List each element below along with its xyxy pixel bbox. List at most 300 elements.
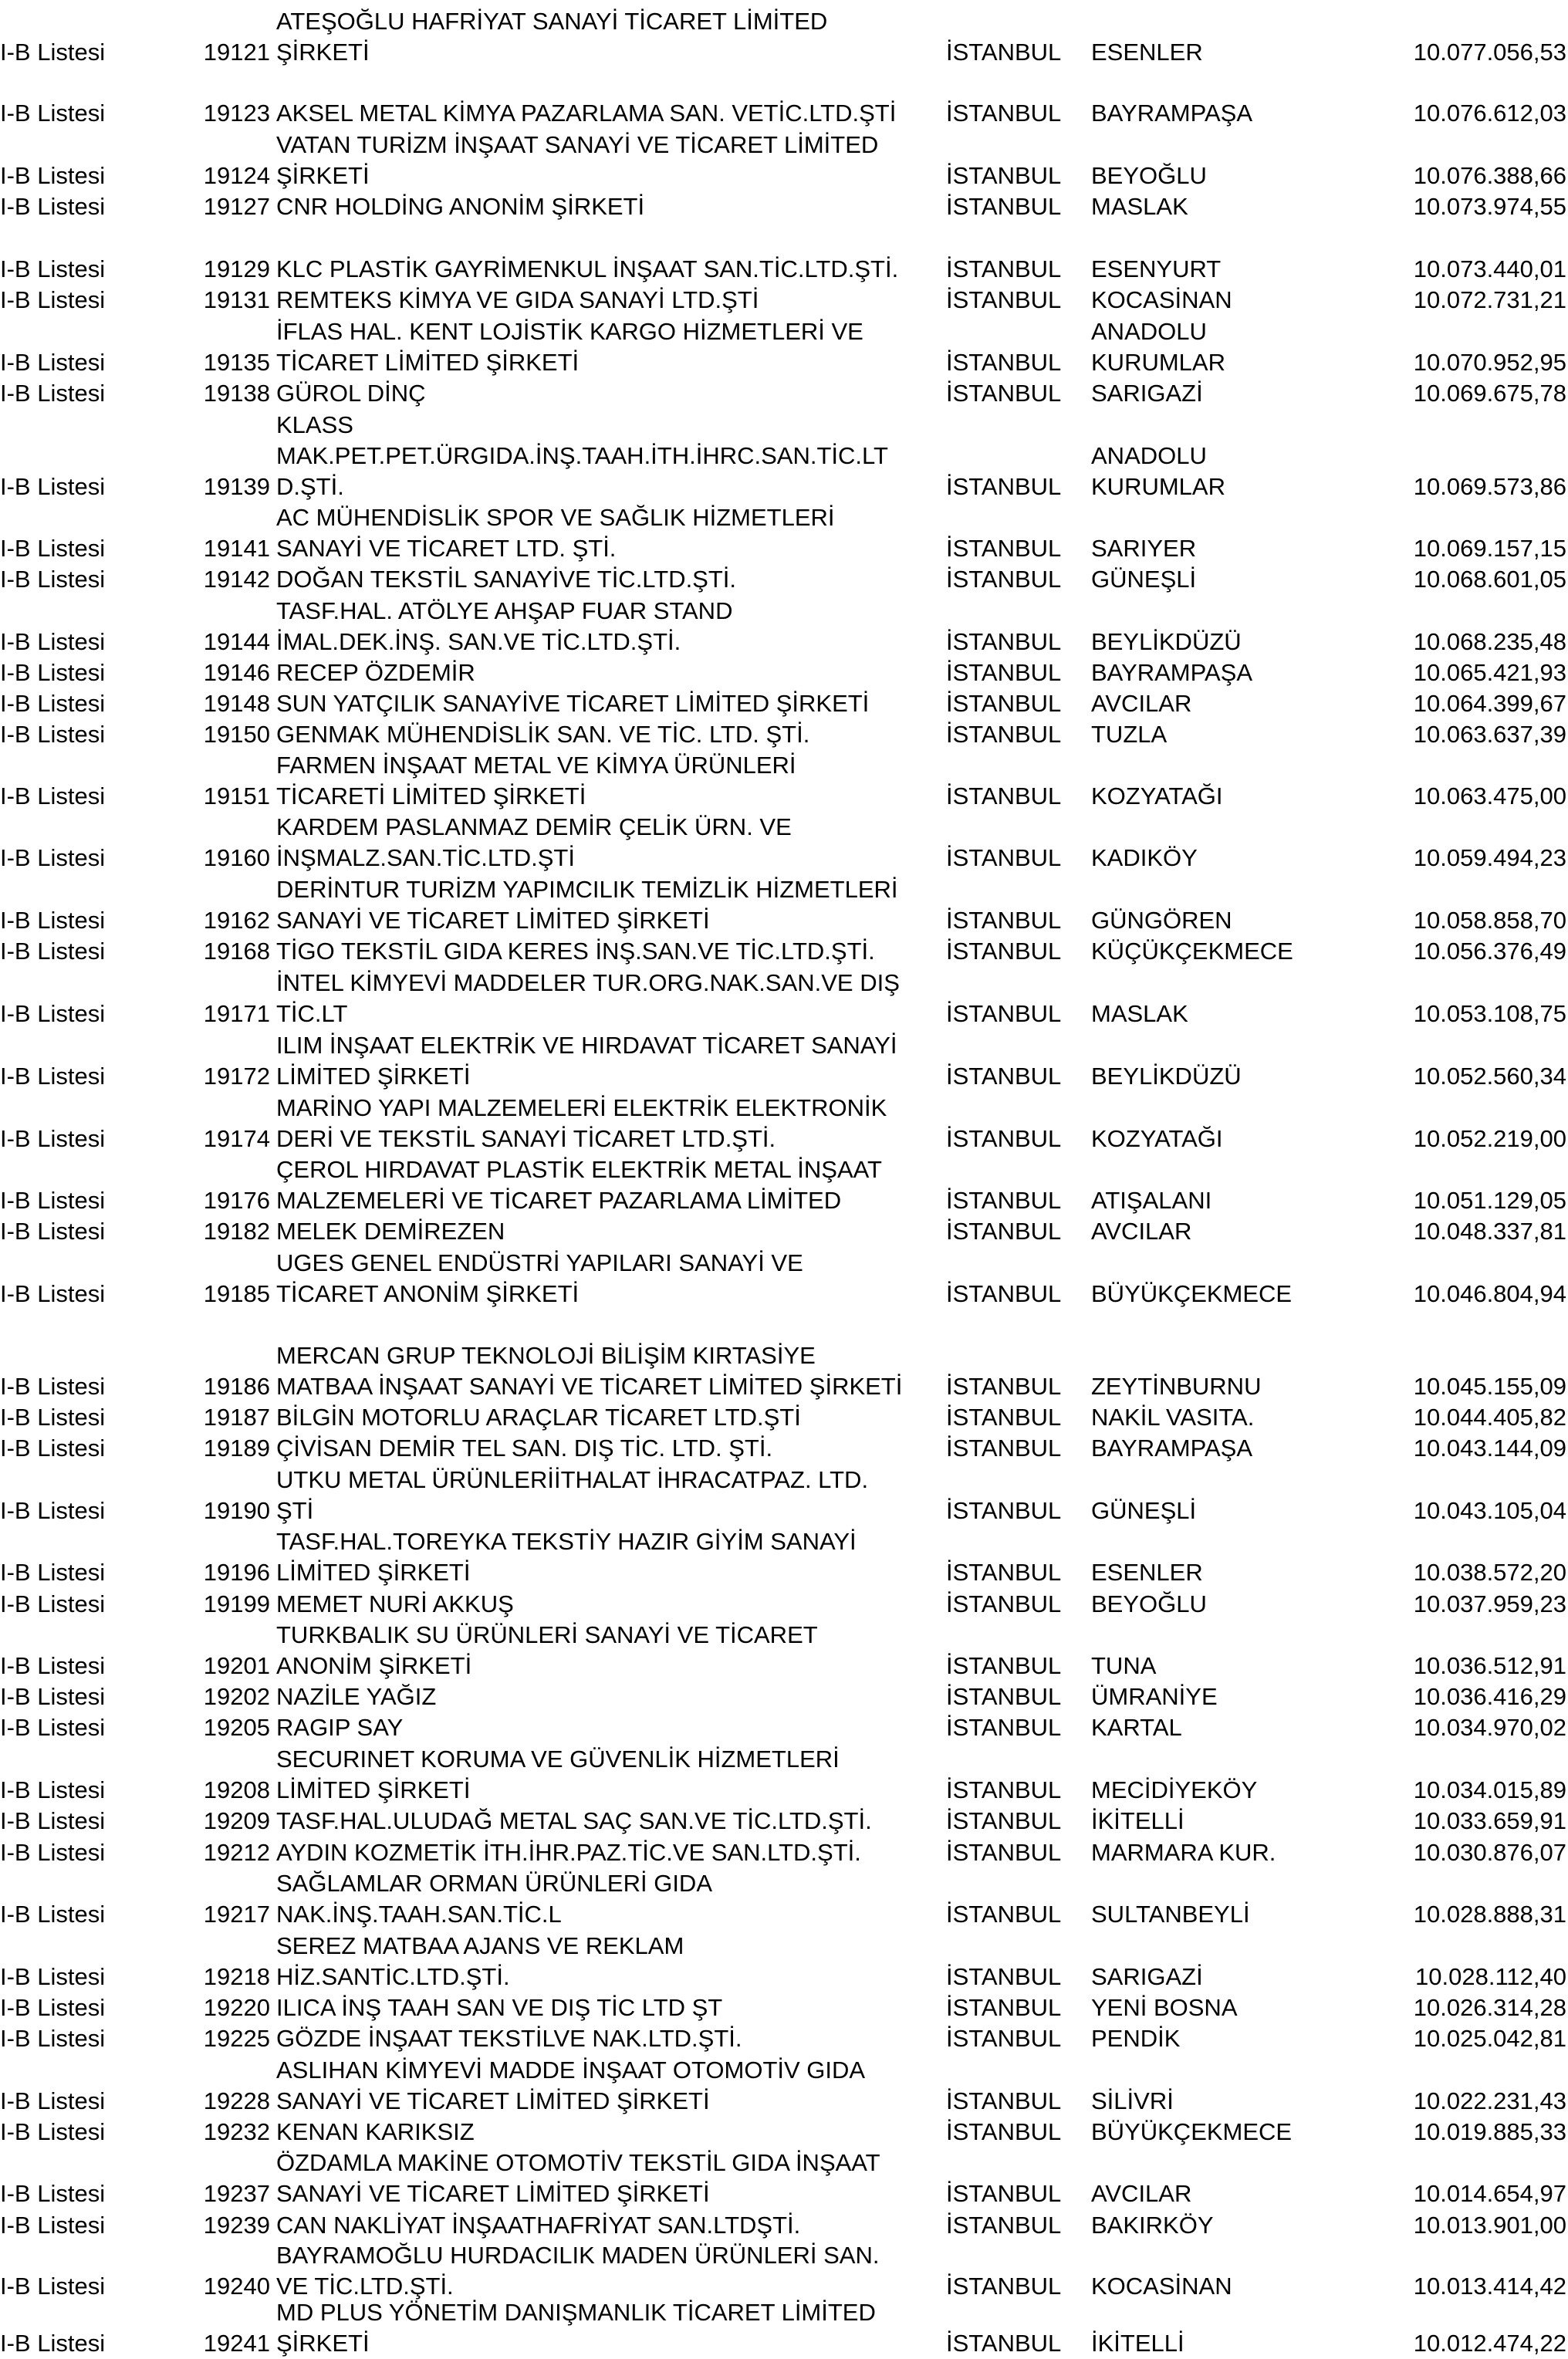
table-row	[0, 1528, 1568, 1588]
company-name-line: ASLIHAN KİMYEVİ MADDE İNŞAAT OTOMOTİV GIDA	[276, 2057, 866, 2084]
district-name	[1091, 1402, 1254, 1433]
company-name-line: MERCAN GRUP TEKNOLOJİ BİLİŞİM KIRTASİYE	[276, 1342, 816, 1369]
company-name-line: ATEŞOĞLU HAFRİYAT SANAYİ TİCARET LİMİTED	[276, 8, 828, 35]
company-name	[276, 285, 759, 316]
district-name-line: KURUMLAR	[1091, 349, 1225, 376]
amount-value: 10.068.235,48	[1413, 628, 1566, 655]
district-name-line: GÜNEŞLİ	[1091, 1497, 1197, 1524]
list-name: I-B Listesi	[0, 1404, 106, 1431]
city-name: İSTANBUL	[946, 907, 1062, 934]
city-name: İSTANBUL	[946, 162, 1062, 189]
list-name: I-B Listesi	[0, 349, 106, 376]
list-name: I-B Listesi	[0, 938, 106, 965]
record-number: 19190	[203, 1497, 270, 1524]
record-number: 19171	[203, 1000, 270, 1027]
amount-value: 10.036.416,29	[1413, 1683, 1566, 1710]
district-name	[1091, 2023, 1180, 2054]
list-name: I-B Listesi	[0, 1497, 106, 1524]
district-name-line: BEYLİKDÜZÜ	[1091, 1063, 1242, 1090]
city-name: İSTANBUL	[946, 1497, 1062, 1524]
list-name: I-B Listesi	[0, 628, 106, 655]
company-name-line: DOĞAN TEKSTİL SANAYİVE TİC.LTD.ŞTİ.	[276, 566, 737, 593]
city-name: İSTANBUL	[946, 1652, 1062, 1679]
list-name: I-B Listesi	[0, 2330, 106, 2357]
city-name: İSTANBUL	[946, 844, 1062, 871]
company-name	[276, 1620, 818, 1681]
amount-value: 10.014.654,97	[1413, 2180, 1566, 2207]
company-name-line: MEMET NURİ AKKUŞ	[276, 1590, 514, 1617]
company-name	[276, 750, 796, 812]
list-name: I-B Listesi	[0, 907, 106, 934]
district-name	[1091, 285, 1232, 316]
record-number: 19168	[203, 938, 270, 965]
city-name: İSTANBUL	[946, 566, 1062, 593]
district-name	[1091, 1279, 1292, 1310]
city-name: İSTANBUL	[946, 659, 1062, 686]
company-name-line: TİCARET LİMİTED ŞİRKETİ	[276, 349, 580, 376]
record-number: 19121	[203, 39, 270, 66]
record-number: 19201	[203, 1652, 270, 1679]
record-number: 19142	[203, 566, 270, 593]
district-name	[1091, 905, 1232, 936]
company-name	[276, 1093, 887, 1154]
city-name: İSTANBUL	[946, 1901, 1062, 1928]
amount-value: 10.073.440,01	[1413, 255, 1566, 282]
amount-value: 10.045.155,09	[1413, 1373, 1566, 1400]
city-name: İSTANBUL	[946, 2118, 1062, 2145]
record-number: 19209	[203, 1807, 270, 1834]
city-name: İSTANBUL	[946, 1963, 1062, 1990]
table-row	[0, 1839, 1568, 1868]
list-name: I-B Listesi	[0, 1435, 106, 1462]
district-name-line: ATIŞALANI	[1091, 1187, 1212, 1214]
list-name: I-B Listesi	[0, 2180, 106, 2207]
table-row	[0, 1435, 1568, 1464]
district-name-line: AVCILAR	[1091, 2180, 1192, 2207]
company-name-line: SUN YATÇILIK SANAYİVE TİCARET LİMİTED ŞİRKETİ	[276, 690, 870, 717]
list-name: I-B Listesi	[0, 1901, 106, 1928]
company-name	[276, 1589, 514, 1620]
district-name-line: TUNA	[1091, 1652, 1157, 1679]
city-name: İSTANBUL	[946, 721, 1062, 748]
district-name-line: KOZYATAĞI	[1091, 1125, 1223, 1152]
amount-value: 10.019.885,33	[1413, 2118, 1566, 2145]
amount-value: 10.056.376,49	[1413, 938, 1566, 965]
district-name	[1091, 316, 1225, 378]
table-row	[0, 193, 1568, 222]
company-name-line: SANAYİ VE TİCARET LİMİTED ŞİRKETİ	[276, 2180, 710, 2207]
district-name-line: KOCASİNAN	[1091, 286, 1232, 313]
company-name-line: MARİNO YAPI MALZEMELERİ ELEKTRİK ELEKTRONİK	[276, 1094, 887, 1121]
list-name: I-B Listesi	[0, 690, 106, 717]
table-row	[0, 813, 1568, 874]
district-name-line: BEYOĞLU	[1091, 1590, 1207, 1617]
company-name-line: GENMAK MÜHENDİSLİK SAN. VE TİC. LTD. ŞTİ.	[276, 721, 810, 748]
city-name: İSTANBUL	[946, 100, 1062, 127]
company-name-line: MAK.PET.PET.ÜRGIDA.İNŞ.TAAH.İTH.İHRC.SAN.TİC.LT	[276, 442, 888, 469]
company-name-line: KARDEM PASLANMAZ DEMİR ÇELİK ÜRN. VE	[276, 813, 792, 840]
district-name-line: SULTANBEYLİ	[1091, 1901, 1250, 1928]
amount-value: 10.013.414,42	[1413, 2273, 1566, 2300]
list-name: I-B Listesi	[0, 566, 106, 593]
district-name	[1091, 1061, 1242, 1092]
district-name	[1091, 1651, 1156, 1681]
list-name: I-B Listesi	[0, 2118, 106, 2145]
district-name	[1091, 2328, 1184, 2359]
company-name-line: İNTEL KİMYEVİ MADDELER TUR.ORG.NAK.SAN.VE DIŞ	[276, 969, 900, 996]
record-number: 19146	[203, 659, 270, 686]
amount-value: 10.058.858,70	[1413, 907, 1566, 934]
district-name	[1091, 1899, 1250, 1930]
list-name: I-B Listesi	[0, 1218, 106, 1245]
company-name-line: ŞTİ	[276, 1497, 314, 1524]
company-name-line: SAĞLAMLAR ORMAN ÜRÜNLERİ GIDA	[276, 1870, 712, 1897]
company-name-line: İMAL.DEK.İNŞ. SAN.VE TİC.LTD.ŞTİ.	[276, 628, 681, 655]
company-name	[276, 657, 475, 688]
list-name: I-B Listesi	[0, 844, 106, 871]
amount-value: 10.025.042,81	[1413, 2025, 1566, 2052]
company-name-line: ILICA İNŞ TAAH SAN VE DIŞ TİC LTD ŞT	[276, 1994, 723, 2021]
table-row	[0, 2025, 1568, 2054]
district-name	[1091, 1216, 1191, 1247]
company-name-line: REMTEKS KİMYA VE GIDA SANAYİ LTD.ŞTİ	[276, 286, 759, 313]
company-name	[276, 2297, 876, 2359]
district-name-line: BAKIRKÖY	[1091, 2212, 1214, 2239]
list-name: I-B Listesi	[0, 1590, 106, 1617]
city-name: İSTANBUL	[946, 380, 1062, 407]
table-row	[0, 286, 1568, 316]
company-name-line: CAN NAKLİYAT İNŞAATHAFRİYAT SAN.LTDŞTİ.	[276, 2212, 801, 2239]
company-name-line: SEREZ MATBAA AJANS VE REKLAM	[276, 1932, 684, 1959]
list-name: I-B Listesi	[0, 100, 106, 127]
city-name: İSTANBUL	[946, 1776, 1062, 1803]
district-name-line: KADIKÖY	[1091, 844, 1198, 871]
company-name-line: LİMİTED ŞİRKETİ	[276, 1776, 471, 1803]
company-name-line: TİC.LT	[276, 1000, 348, 1027]
record-number: 19240	[203, 2273, 270, 2300]
amount-value: 10.028.112,40	[1415, 1963, 1566, 1990]
city-name: İSTANBUL	[946, 349, 1062, 376]
list-name: I-B Listesi	[0, 1280, 106, 1307]
district-name	[1091, 191, 1188, 222]
amount-value: 10.065.421,93	[1413, 659, 1566, 686]
city-name: İSTANBUL	[946, 2273, 1062, 2300]
district-name-line: GÜNEŞLİ	[1091, 566, 1197, 593]
amount-value: 10.052.560,34	[1413, 1063, 1566, 1090]
amount-value: 10.034.970,02	[1413, 1714, 1566, 1741]
district-name-line: ANADOLU	[1091, 318, 1207, 345]
table-row	[0, 1807, 1568, 1837]
list-name: I-B Listesi	[0, 162, 106, 189]
table-row	[0, 1249, 1568, 1310]
company-name	[276, 1402, 801, 1433]
company-name	[276, 1744, 840, 1806]
company-name	[276, 936, 875, 967]
company-name	[276, 2023, 742, 2054]
company-name	[276, 502, 835, 564]
record-number: 19199	[203, 1590, 270, 1617]
district-name-line: İKİTELLİ	[1091, 1807, 1184, 1834]
city-name: İSTANBUL	[946, 2025, 1062, 2052]
record-number: 19151	[203, 782, 270, 809]
district-name	[1091, 564, 1196, 595]
company-name-line: MATBAA İNŞAAT SANAYİ VE TİCARET LİMİTED ŞİRKETİ	[276, 1373, 903, 1400]
city-name: İSTANBUL	[946, 39, 1062, 66]
record-number: 19150	[203, 721, 270, 748]
list-name: I-B Listesi	[0, 535, 106, 562]
amount-value: 10.070.952,95	[1413, 349, 1566, 376]
record-number: 19220	[203, 1994, 270, 2021]
record-number: 19124	[203, 162, 270, 189]
district-name	[1091, 627, 1242, 657]
amount-value: 10.076.388,66	[1413, 162, 1566, 189]
district-name	[1091, 1124, 1223, 1154]
amount-value: 10.069.675,78	[1413, 380, 1566, 407]
list-name: I-B Listesi	[0, 1000, 106, 1027]
company-name	[276, 191, 644, 222]
amount-value: 10.036.512,91	[1413, 1652, 1566, 1679]
amount-value: 10.033.659,91	[1413, 1807, 1566, 1834]
record-number: 19218	[203, 1963, 270, 1990]
record-number: 19205	[203, 1714, 270, 1741]
record-number: 19123	[203, 100, 270, 127]
list-name: I-B Listesi	[0, 39, 106, 66]
district-name-line: KURUMLAR	[1091, 473, 1225, 500]
district-name	[1091, 1837, 1276, 1868]
company-name-line: KENAN KARIKSIZ	[276, 2118, 475, 2145]
company-name-line: LİMİTED ŞİRKETİ	[276, 1559, 471, 1586]
city-name: İSTANBUL	[946, 1435, 1062, 1462]
district-name	[1091, 2210, 1214, 2241]
company-name-line: ŞİRKETİ	[276, 39, 370, 66]
list-name: I-B Listesi	[0, 473, 106, 500]
district-name-line: YENİ BOSNA	[1091, 1994, 1238, 2021]
company-name-line: RECEP ÖZDEMİR	[276, 659, 475, 686]
record-number: 19189	[203, 1435, 270, 1462]
record-number: 19127	[203, 193, 270, 220]
amount-value: 10.069.573,86	[1413, 473, 1566, 500]
list-name: I-B Listesi	[0, 286, 106, 313]
company-name-line: BAYRAMOĞLU HURDACILIK MADEN ÜRÜNLERİ SAN.	[276, 2242, 880, 2269]
amount-value: 10.048.337,81	[1413, 1218, 1566, 1245]
company-name-line: TASF.HAL. ATÖLYE AHŞAP FUAR STAND	[276, 597, 733, 624]
city-name: İSTANBUL	[946, 1218, 1062, 1245]
district-name-line: BAYRAMPAŞA	[1091, 100, 1253, 127]
record-number: 19212	[203, 1839, 270, 1866]
list-name: I-B Listesi	[0, 2212, 106, 2239]
district-name	[1091, 1589, 1207, 1620]
district-name-line: ANADOLU	[1091, 442, 1207, 469]
company-name-line: TASF.HAL.TOREYKA TEKSTİY HAZIR GİYİM SANAYİ	[276, 1528, 857, 1555]
amount-value: 10.073.974,55	[1413, 193, 1566, 220]
district-name-line: KARTAL	[1091, 1714, 1182, 1741]
district-name	[1091, 1495, 1196, 1526]
record-number: 19187	[203, 1404, 270, 1431]
district-name	[1091, 936, 1293, 967]
company-name-line: NAK.İNŞ.TAAH.SAN.TİC.L	[276, 1901, 562, 1928]
district-name-line: İKİTELLİ	[1091, 2330, 1184, 2357]
record-number: 19172	[203, 1063, 270, 1090]
amount-value: 10.051.129,05	[1413, 1187, 1566, 1214]
company-name-line: TİGO TEKSTİL GIDA KERES İNŞ.SAN.VE TİC.LTD.ŞTİ.	[276, 938, 875, 965]
list-name: I-B Listesi	[0, 1963, 106, 1990]
city-name: İSTANBUL	[946, 1559, 1062, 1586]
district-name	[1091, 1185, 1211, 1216]
record-number: 19228	[203, 2087, 270, 2114]
city-name: İSTANBUL	[946, 1404, 1062, 1431]
company-name-line: VE TİC.LTD.ŞTİ.	[276, 2273, 454, 2300]
list-name: I-B Listesi	[0, 1652, 106, 1679]
list-name: I-B Listesi	[0, 1559, 106, 1586]
city-name: İSTANBUL	[946, 535, 1062, 562]
table-row	[0, 1870, 1568, 1930]
table-row	[0, 1032, 1568, 1092]
district-name	[1091, 781, 1223, 812]
list-name: I-B Listesi	[0, 193, 106, 220]
list-name: I-B Listesi	[0, 721, 106, 748]
company-name-line: AYDIN KOZMETİK İTH.İHR.PAZ.TİC.VE SAN.LTD.ŞTİ.	[276, 1839, 861, 1866]
city-name: İSTANBUL	[946, 1000, 1062, 1027]
company-name	[276, 130, 878, 191]
list-name: I-B Listesi	[0, 1714, 106, 1741]
company-name-line: AKSEL METAL KİMYA PAZARLAMA SAN. VETİC.LTD.ŞTİ	[276, 100, 897, 127]
company-name-line: ŞİRKETİ	[276, 2330, 370, 2357]
district-name-line: BAYRAMPAŞA	[1091, 659, 1253, 686]
company-name	[276, 2210, 800, 2241]
city-name: İSTANBUL	[946, 2180, 1062, 2207]
district-name-line: PENDİK	[1091, 2025, 1181, 2052]
company-name-line: ÇİVİSAN DEMİR TEL SAN. DIŞ TİC. LTD. ŞTİ.	[276, 1435, 773, 1462]
city-name: İSTANBUL	[946, 1714, 1062, 1741]
table-row	[0, 1714, 1568, 1743]
district-name-line: KÜÇÜKÇEKMECE	[1091, 938, 1293, 965]
record-number: 19176	[203, 1187, 270, 1214]
company-name-line: NAZİLE YAĞIZ	[276, 1683, 437, 1710]
record-number: 19225	[203, 2025, 270, 2052]
company-name-line: VATAN TURİZM İNŞAAT SANAYİ VE TİCARET LİMİTED	[276, 131, 879, 158]
company-name-line: RAGIP SAY	[276, 1714, 404, 1741]
amount-value: 10.013.901,00	[1413, 2212, 1566, 2239]
district-name	[1091, 1557, 1203, 1588]
list-name: I-B Listesi	[0, 1187, 106, 1214]
company-name-line: CNR HOLDİNG ANONİM ŞİRKETİ	[276, 193, 645, 220]
company-name	[276, 1216, 505, 1247]
list-name: I-B Listesi	[0, 380, 106, 407]
city-name: İSTANBUL	[946, 255, 1062, 282]
district-name	[1091, 1371, 1261, 1402]
record-number: 19144	[203, 628, 270, 655]
district-name	[1091, 657, 1252, 688]
amount-value: 10.012.474,22	[1413, 2330, 1566, 2357]
company-name-line: UTKU METAL ÜRÜNLERİİTHALAT İHRACATPAZ. LTD.	[276, 1466, 869, 1493]
amount-value: 10.064.399,67	[1413, 690, 1566, 717]
city-name: İSTANBUL	[946, 473, 1062, 500]
district-name	[1091, 1433, 1252, 1464]
city-name: İSTANBUL	[946, 1063, 1062, 1090]
district-name-line: KOZYATAĞI	[1091, 782, 1223, 809]
list-name: I-B Listesi	[0, 1994, 106, 2021]
city-name: İSTANBUL	[946, 1839, 1062, 1866]
record-number: 19208	[203, 1776, 270, 1803]
company-name-line: MELEK DEMİREZEN	[276, 1218, 505, 1245]
company-name-line: TURKBALIK SU ÜRÜNLERİ SANAYİ VE TİCARET	[276, 1621, 818, 1648]
company-name-line: GÜROL DİNÇ	[276, 380, 426, 407]
company-name-line: DERİ VE TEKSTİL SANAYİ TİCARET LTD.ŞTİ.	[276, 1125, 776, 1152]
amount-value: 10.068.601,05	[1413, 566, 1566, 593]
company-name-line: AC MÜHENDİSLİK SPOR VE SAĞLIK HİZMETLERİ	[276, 504, 835, 531]
district-name-line: SARIYER	[1091, 535, 1197, 562]
city-name: İSTANBUL	[946, 193, 1062, 220]
city-name: İSTANBUL	[946, 2087, 1062, 2114]
list-name: I-B Listesi	[0, 2087, 106, 2114]
list-name: I-B Listesi	[0, 2273, 106, 2300]
city-name: İSTANBUL	[946, 2212, 1062, 2239]
company-name-line: MALZEMELERİ VE TİCARET PAZARLAMA LİMİTED	[276, 1187, 842, 1214]
company-name	[276, 1030, 897, 1092]
district-name-line: MECİDİYEKÖY	[1091, 1776, 1258, 1803]
company-name-line: İNŞMALZ.SAN.TİC.LTD.ŞTİ	[276, 844, 575, 871]
record-number: 19162	[203, 907, 270, 934]
district-name	[1091, 1962, 1203, 1992]
company-name	[276, 410, 888, 502]
district-name-line: AVCILAR	[1091, 1218, 1192, 1245]
amount-value: 10.026.314,28	[1413, 1994, 1566, 2021]
district-name	[1091, 1806, 1184, 1837]
record-number: 19160	[203, 844, 270, 871]
amount-value: 10.022.231,43	[1413, 2087, 1566, 2114]
district-name-line: ESENLER	[1091, 39, 1203, 66]
table-row	[0, 100, 1568, 129]
company-name	[276, 2055, 865, 2117]
company-name-line: ŞİRKETİ	[276, 162, 370, 189]
city-name: İSTANBUL	[946, 690, 1062, 717]
district-name-line: ZEYTİNBURNU	[1091, 1373, 1262, 1400]
table-row	[0, 566, 1568, 595]
company-name	[276, 2148, 880, 2209]
district-name	[1091, 1775, 1257, 1806]
record-number: 19186	[203, 1373, 270, 1400]
company-name	[276, 1154, 882, 1216]
record-number: 19182	[203, 1218, 270, 1245]
company-name-line: SECURINET KORUMA VE GÜVENLİK HİZMETLERİ	[276, 1746, 840, 1773]
company-name	[276, 1868, 712, 1930]
company-name-line: BİLGİN MOTORLU ARAÇLAR TİCARET LTD.ŞTİ	[276, 1404, 801, 1431]
district-name	[1091, 378, 1203, 409]
district-name-line: GÜNGÖREN	[1091, 907, 1232, 934]
company-name	[276, 1248, 803, 1310]
district-name	[1091, 98, 1252, 129]
list-name: I-B Listesi	[0, 1125, 106, 1152]
company-name	[276, 1992, 722, 2023]
district-name-line: MASLAK	[1091, 193, 1188, 220]
company-name-line: UGES GENEL ENDÜSTRİ YAPILARI SANAYİ VE	[276, 1249, 803, 1276]
district-name	[1091, 2086, 1174, 2117]
company-name	[276, 1931, 684, 1992]
record-number: 19232	[203, 2118, 270, 2145]
city-name: İSTANBUL	[946, 1994, 1062, 2021]
amount-value: 10.052.219,00	[1413, 1125, 1566, 1152]
district-name-line: SİLİVRİ	[1091, 2087, 1174, 2114]
table-row	[0, 380, 1568, 409]
company-name	[276, 812, 792, 874]
record-number: 19202	[203, 1683, 270, 1710]
company-name-line: TİCARETİ LİMİTED ŞİRKETİ	[276, 782, 586, 809]
company-name	[276, 719, 809, 750]
company-name-line: FARMEN İNŞAAT METAL VE KİMYA ÜRÜNLERİ	[276, 752, 796, 779]
district-name-line: ESENLER	[1091, 1559, 1203, 1586]
city-name: İSTANBUL	[946, 1373, 1062, 1400]
company-name	[276, 1465, 868, 1526]
